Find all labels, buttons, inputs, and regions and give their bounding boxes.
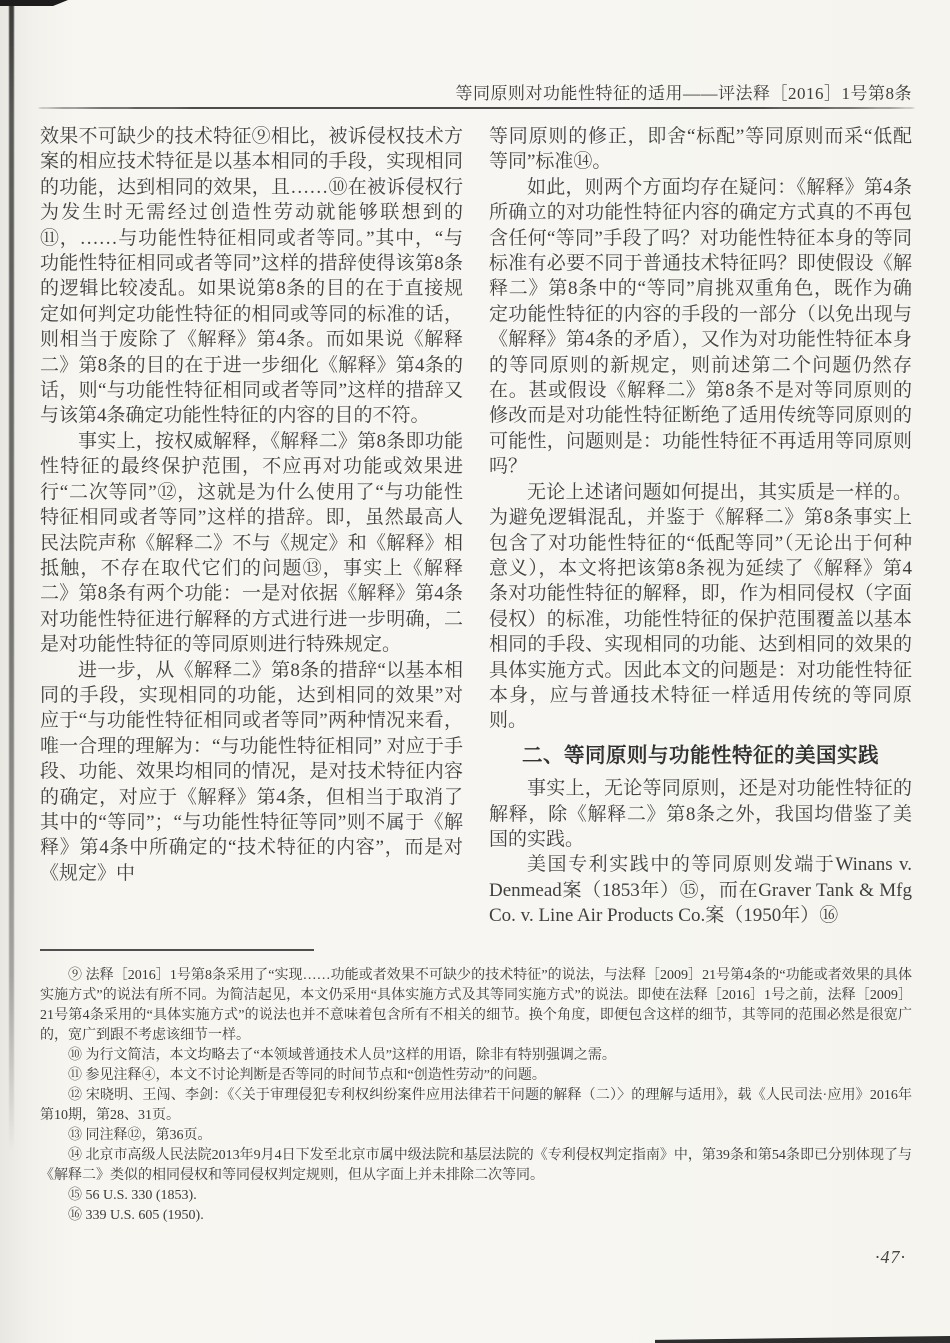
paragraph: 如此，则两个方面均存在疑问：《解释》第4条所确立的对功能性特征内容的确定方式真的不再包含任何“等同”手段了吗？对功能性特征本身的等同标准有必要不同于普通技术特征吗？即使假设《解释二》第8条中的“等同”肩挑双重角色，既作为确定功能性特征的内容的手段的一部分（以免出现与《解释》第4条的矛盾），又作为对功能性特征本身的等同原则的新规定，则前述第二个问题仍然存在。甚或假设《解释二》第8条不是对等同原则的修改而是对功能性特征断绝了适用传统等同原则的可能性，问题则是：功能性特征不再适用等同原则吗？	[489, 176, 912, 478]
footnote: ⑨ 法释［2016］1号第8条采用了“实现……功能或者效果不可缺少的技术特征”的说法，与法释［2009］21号第4条的“功能或者效果的具体实施方式”的说法有所不同。为简洁起见，本文仍采用“具体实施方式及其等同实施方式”的说法。即使在法释［2016］1号之前，法释［2009］21号第4条采用的“具体实施方式”的说法也并不意味着包含所有不相关的细节。换个角度，即便包含这样的细节，其等同的范围必然是很宽广的，宽广到跟不考虑该细节一样。	[40, 968, 912, 1043]
footnote: ⑩ 为行文简洁，本文均略去了“本领域普通技术人员”这样的用语，除非有特别强调之需。	[68, 1048, 616, 1063]
two-column-body	[40, 124, 912, 929]
paragraph: 事实上，无论等同原则，还是对功能性特征的解释，除《解释二》第8条之外，我国均借鉴了美国的实践。	[489, 778, 912, 850]
page-content	[40, 0, 912, 1343]
left-column	[40, 124, 463, 929]
paragraph: 无论上述诸问题如何提出，其实质是一样的。为避免逻辑混乱，并鉴于《解释二》第8条事实上包含了对功能性特征的“低配等同”（无论出于何种意义），本文将把该第8条视为延续了《解释》第4条对功能性特征的解释，即，作为相同侵权（字面侵权）的标准，功能性特征的保护范围覆盖以基本相同的手段、实现相同的功能、达到相同的效果的具体实施方式。因此本文的问题是：对功能性特征本身，应与普通技术特征一样适用传统的等同原则。	[489, 481, 912, 732]
section-heading: 二、等同原则与功能性特征的美国实践	[522, 743, 879, 767]
right-column	[489, 124, 912, 929]
running-header	[40, 79, 912, 104]
paragraph: 效果不可缺少的技术特征⑨相比，被诉侵权技术方案的相应技术特征是以基本相同的手段，实现相同的功能，达到相同的效果，且……⑩在被诉侵权行为发生时无需经过创造性劳动就能够联想到的⑪，……与功能性特征相同或者等同。”其中，“与功能性特征相同或者等同”这样的措辞使得该第8条的逻辑比较凌乱。如果说第8条的目的在于直接规定如何判定功能性特征的相同或等同的标准的话，则相当于废除了《解释》第4条。而如果说《解释二》第8条的目的在于进一步细化《解释》第4条的话，则“与功能性特征相同或者等同”这样的措辞又与该第4条确定功能性特征的内容的目的不符。	[40, 126, 463, 427]
footnote: ⑫ 宋晓明、王闯、李剑：《〈关于审理侵犯专利权纠纷案件应用法律若干问题的解释（二）〉的理解与适用》，载《人民司法·应用》2016年第10期，第28、31页。	[40, 1088, 912, 1123]
running-header-title: 等同原则对功能性特征的适用——评法释［2016］1号第8条	[455, 84, 912, 103]
page-number: ·47·	[875, 1247, 906, 1267]
scan-edge-line	[9, 0, 14, 1150]
paragraph: 美国专利实践中的等同原则发端于Winans v. Denmead案（1853年）⑮，而在Graver Tank & Mfg Co. v. Line Air Products Co.案（1950年）⑯	[489, 854, 912, 927]
footnote: ⑬ 同注释⑫，第36页。	[68, 1128, 212, 1143]
footnote: ⑪ 参见注释④，本文不讨论判断是否等同的时间节点和“创造性劳动”的问题。	[68, 1068, 546, 1083]
footnote: ⑭ 北京市高级人民法院2013年9月4日下发至北京市属中级法院和基层法院的《专利侵权判定指南》中，第39条和第54条即已分别体现了与《解释二》类似的相同侵权和等同侵权判定规则，但从字面上并未排除二次等同。	[40, 1148, 912, 1183]
paragraph: 进一步，从《解释二》第8条的措辞“以基本相同的手段，实现相同的功能，达到相同的效果”对应于“与功能性特征相同或者等同”两种情况来看，唯一合理的理解为：“与功能性特征相同” 对应于手段、功能、效果均相同的情况，是对技术特征内容的确定，对应于《解释》第4条，但相当于取消了其中的“等同”；“与功能性特征等同”则不属于《解释》第4条中所确定的“技术特征的内容”，而是对《规定》中	[40, 659, 463, 884]
footnote: ⑯ 339 U.S. 605 (1950).	[68, 1208, 204, 1223]
paragraph: 事实上，按权威解释，《解释二》第8条即功能性特征的最终保护范围，不应再对功能或效果进行“二次等同”⑫，这就是为什么使用了“与功能性特征相同或者等同”这样的措辞。即，虽然最高人民法院声称《解释二》不与《规定》和《解释》相抵触，不存在取代它们的问题⑬，事实上《解释二》第8条有两个功能：一是对依据《解释》第4条对功能性特征进行解释的方式进行进一步明确，二是对功能性特征的等同原则进行特殊规定。	[40, 430, 463, 656]
footnotes	[40, 966, 912, 1226]
footnote-separator	[40, 949, 314, 951]
header-rule	[38, 107, 915, 109]
footnote: ⑮ 56 U.S. 330 (1853).	[68, 1188, 197, 1203]
paragraph: 等同原则的修正，即舍“标配”等同原则而采“低配等同”标准⑭。	[489, 126, 912, 173]
